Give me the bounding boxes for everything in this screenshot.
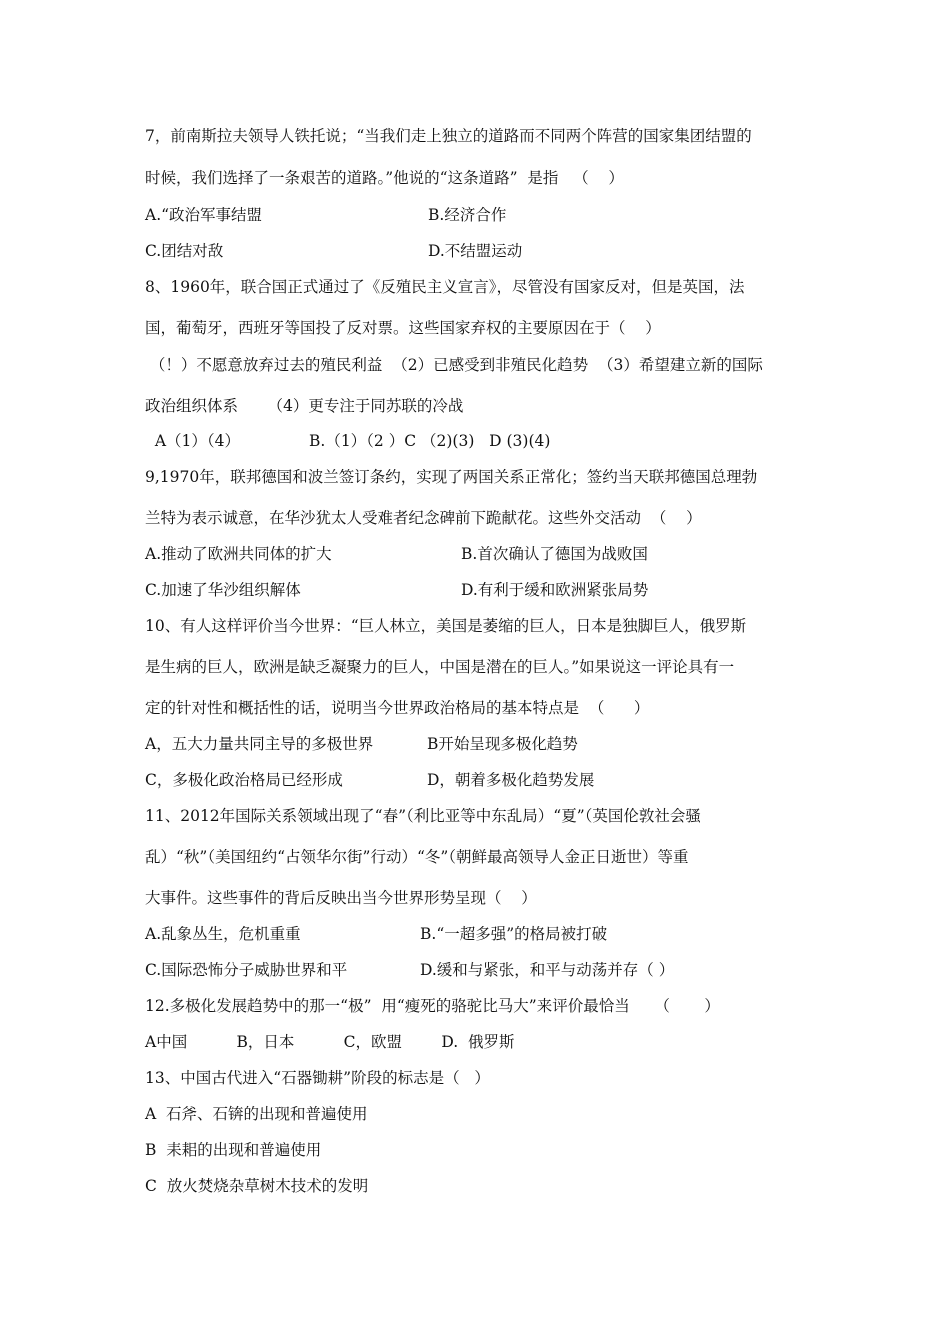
q9-stem-line-2: 兰特为表示诚意，在华沙犹太人受难者纪念碑前下跪献花。这些外交活动 （ ） bbox=[145, 509, 702, 527]
q10-option-b: B开始呈现多极化趋势 bbox=[427, 735, 578, 753]
q10-option-d: D，朝着多极化趋势发展 bbox=[427, 771, 595, 789]
q8-stem-line-1: 8、1960年，联合国正式通过了《反殖民主义宣言》，尽管没有国家反对，但是英国，法 bbox=[145, 278, 745, 296]
q8-stem-line-2: 国，葡萄牙，西班牙等国投了反对票。这些国家弃权的主要原因在于（ ） bbox=[145, 319, 661, 337]
q9-option-a: A.推动了欧洲共同体的扩大 bbox=[145, 545, 332, 563]
q11-option-b: B.“一超多强”的格局被打破 bbox=[420, 925, 608, 943]
q8-stem-line-4: 政治组织体系 （4）更专注于同苏联的冷战 bbox=[145, 397, 464, 415]
q10-stem-line-2: 是生病的巨人，欧洲是缺乏凝聚力的巨人，中国是潜在的巨人。”如果说这一评论具有一 bbox=[145, 658, 735, 676]
q12-options: A中国 B，日本 C，欧盟 D. 俄罗斯 bbox=[145, 1033, 515, 1051]
q7-option-c: C.团结对敌 bbox=[145, 242, 224, 260]
q8-stem-line-3: （！）不愿意放弃过去的殖民利益 （2）已感受到非殖民化趋势 （3）希望建立新的国际 bbox=[145, 356, 763, 374]
q7-option-b: B.经济合作 bbox=[428, 206, 507, 224]
q10-option-c: C，多极化政治格局已经形成 bbox=[145, 771, 343, 789]
q9-option-d: D.有利于缓和欧洲紧张局势 bbox=[461, 581, 649, 599]
q7-option-a: A.“政治军事结盟 bbox=[145, 206, 263, 224]
q7-stem-line-2: 时候，我们选择了一条艰苦的道路。”他说的“这条道路” 是指 （ ） bbox=[145, 169, 624, 187]
q13-option-b: B 耒耜的出现和普遍使用 bbox=[145, 1141, 322, 1159]
q7-option-d: D.不结盟运动 bbox=[428, 242, 523, 260]
q13-option-c: C 放火焚烧杂草树木技术的发明 bbox=[145, 1177, 369, 1195]
q10-stem-line-1: 10、有人这样评价当今世界：“巨人林立，美国是萎缩的巨人，日本是独脚巨人，俄罗斯 bbox=[145, 617, 747, 635]
q11-stem-line-1: 11、2012年国际关系领域出现了“春”（利比亚等中东乱局）“夏”（英国伦敦社会骚 bbox=[145, 807, 701, 825]
q13-option-a: A 石斧、石锛的出现和普遍使用 bbox=[145, 1105, 368, 1123]
q12-stem: 12.多极化发展趋势中的那一“极” 用“瘦死的骆驼比马大”来评价最恰当 （ ） bbox=[145, 997, 720, 1015]
q11-stem-line-3: 大事件。这些事件的背后反映出当今世界形势呈现（ ） bbox=[145, 889, 537, 907]
q9-stem-line-1: 9,1970年，联邦德国和波兰签订条约，实现了两国关系正常化；签约当天联邦德国总理勃 bbox=[145, 468, 758, 486]
q9-option-b: B.首次确认了德国为战败国 bbox=[461, 545, 648, 563]
q11-stem-line-2: 乱）“秋”（美国纽约“占领华尔街”行动）“冬”（朝鲜最高领导人金正日逝世）等重 bbox=[145, 848, 689, 866]
q9-option-c: C.加速了华沙组织解体 bbox=[145, 581, 301, 599]
q10-option-a: A，五大力量共同主导的多极世界 bbox=[145, 735, 374, 753]
q10-stem-line-3: 定的针对性和概括性的话，说明当今世界政治格局的基本特点是 （ ） bbox=[145, 699, 650, 717]
q11-option-c: C.国际恐怖分子威胁世界和平 bbox=[145, 961, 348, 979]
q11-option-d: D.缓和与紧张，和平与动荡并存（ ） bbox=[420, 961, 675, 979]
q11-option-a: A.乱象丛生，危机重重 bbox=[145, 925, 301, 943]
q7-stem-line-1: 7，前南斯拉夫领导人铁托说；“当我们走上独立的道路而不同两个阵营的国家集团结盟的 bbox=[145, 127, 752, 145]
q8-options: A（1）（4） B.（1）（2 ）C （2)(3) D (3)(4) bbox=[145, 432, 551, 450]
q13-stem: 13、中国古代进入“石器锄耕”阶段的标志是（ ） bbox=[145, 1069, 490, 1087]
